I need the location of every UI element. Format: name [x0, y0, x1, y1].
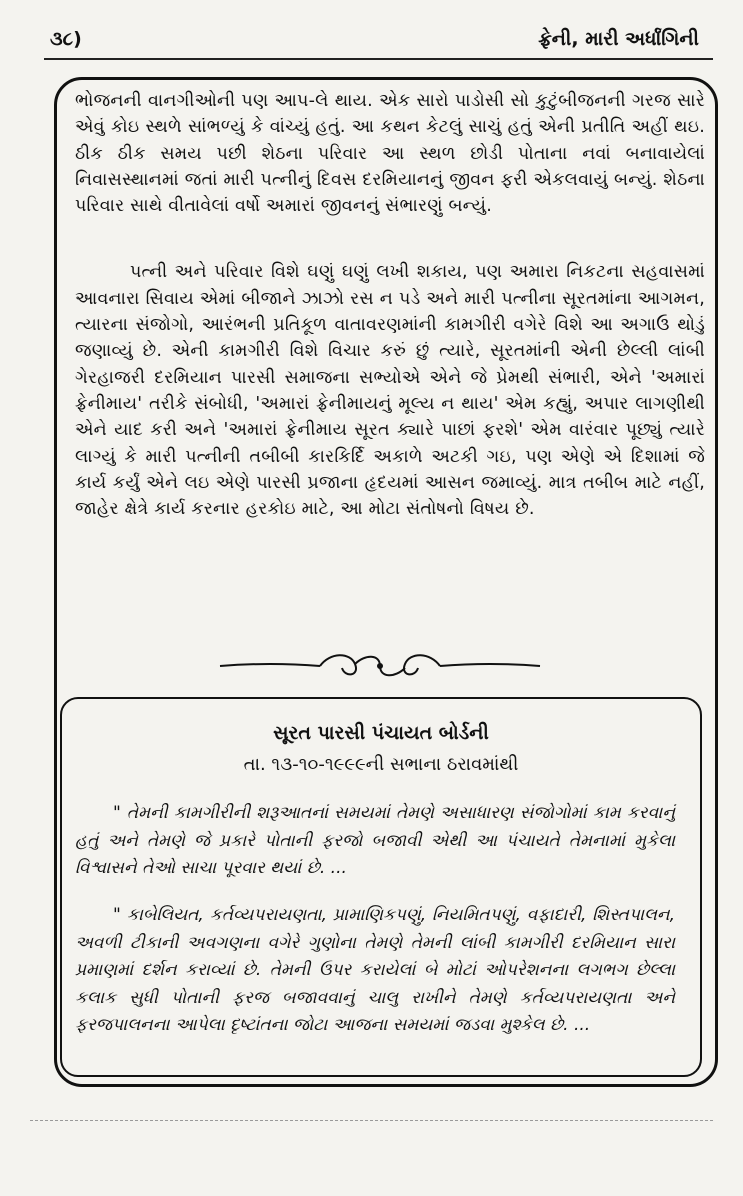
footer-rule — [30, 1120, 713, 1121]
resolution-subheading: તા. ૧૩-૧૦-૧૯૯૯ની સભાના ઠરાવમાંથી — [243, 754, 519, 775]
ornament-divider-icon — [210, 646, 550, 686]
body-text — [75, 88, 705, 522]
paragraph-1: ભોજનની વાનગીઓની પણ આપ-લે થાય. એક સારો પાડોસી સો કુટુંબીજનની ગરજ સારે એવું કોઇ સ્થળે સાંભળ્યું કે વાંચ્યું હતું. આ કથન કેટલું સાચું હતું એની પ્રતીતિ અહીં થઇ. ઠીક ઠીક સમય પછી શેઠના પરિવાર આ સ્થળ છોડી પોતાના નવાં બનાવાયેલાં નિવાસસ્થાનમાં જતાં મારી પત્નીનું દિવસ દરમિયાનનું જીવન ફરી એકલવાયું બન્યું. શેઠના પરિવાર સાથે વીતાવેલાં વર્ષો અમારાં જીવનનું સંભારણું બન્યું. — [75, 91, 705, 217]
page-number: ૩૮) — [50, 28, 82, 50]
page-header — [0, 28, 743, 60]
resolution-quote-1: " તેમની કામગીરીની શરૂઆતનાં સમયમાં તેમણે અસાધારણ સંજોગોમાં કામ કરવાનું હતું અને તેમણે જે પ્રકારે પોતાની ફરજો બજાવી એથી આ પંચાયતે તેમનામાં મુકેલા વિશ્વાસને તેઓ સાચા પૂરવાર થયાં છે. ... — [75, 803, 675, 878]
paragraph-2: પત્ની અને પરિવાર વિશે ઘણું ઘણું લખી શકાય, પણ અમારા નિકટના સહવાસમાં આવનારા સિવાય એમાં બીજાને ઝાઝો રસ ન પડે અને મારી પત્નીના સૂરતમાંના આગમન, ત્યારના સંજોગો, આરંભની પ્રતિકૂળ વાતાવરણમાંની કામગીરી વગેરે વિશે આ અગાઉ થોડું જણાવ્યું છે. એની કામગીરી વિશે વિચાર કરું છું ત્યારે, સૂરતમાંની એની છેલ્લી લાંબી ગેરહાજરી દરમિયાન પારસી સમાજના સભ્યોએ એને જે પ્રેમથી સંભારી, એને 'અમારાં ફ્રેનીમાય' તરીકે સંબોધી, 'અમારાં ફ્રેનીમાયનું મૂલ્ય ન થાય' એમ કહ્યું, અપાર લાગણીથી એને યાદ કરી અને 'અમારાં ફ્રેનીમાય સૂરત ક્યારે પાછાં ફરશે' એમ વારંવાર પૂછ્યું ત્યારે લાગ્યું કે મારી પત્નીની તબીબી કારકિર્દિ અકાળે અટકી ગઇ, પણ એણે એ દિશામાં જે કાર્ય કર્યું એને લઇ એણે પારસી પ્રજાના હૃદયમાં આસન જમાવ્યું. માત્ર તબીબ માટે નહીં, જાહેર ક્ષેત્રે કાર્ય કરનાર હરકોઇ માટે, આ મોટા સંતોષનો વિષય છે. — [75, 262, 705, 520]
header-rule — [44, 58, 713, 60]
resolution-heading: સૂરત પારસી પંચાયત બોર્ડની — [273, 722, 489, 744]
running-title: ફ્રેની, મારી અર્ધાંગિની — [538, 28, 699, 50]
resolution-quote-2: " કાબેલિયત, કર્તવ્યપરાયણતા, પ્રામાણિકપણું, નિયમિતપણું, વફાદારી, શિસ્તપાલન, અવળી ટીકાની અવગણના વગેરે ગુણોના તેમણે તેમની લાંબી કામગીરી દરમિયાન સારા પ્રમાણમાં દર્શન કરાવ્યાં છે. તેમની ઉપર કરાયેલાં બે મોટાં ઓપરેશનના લગભગ છેલ્લા કલાક સુધી પોતાની ફરજ બજાવવાનું ચાલુ રાખીને તેમણે કર્તવ્યપરાયણતા અને ફરજપાલનના આપેલા દૃષ્ટાંતના જોટા આજના સમયમાં જડવા મુશ્કેલ છે. ... — [75, 905, 675, 1035]
